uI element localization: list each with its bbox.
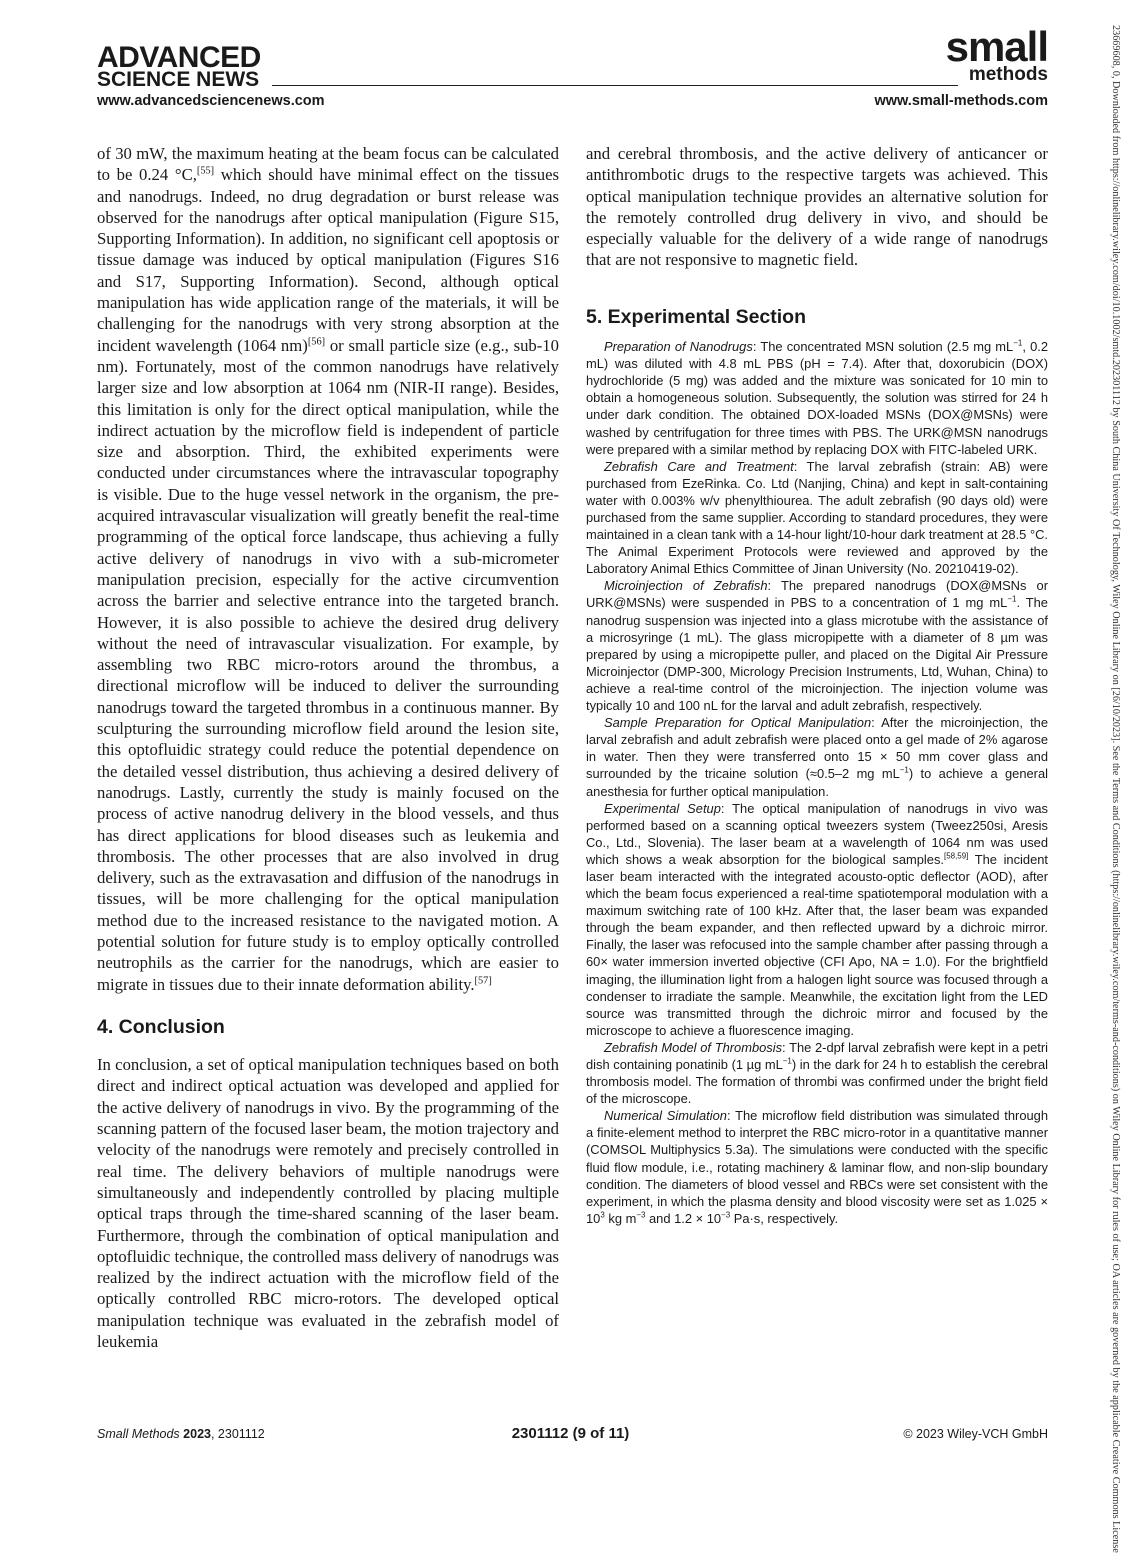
citation[interactable]: [56] <box>307 336 326 348</box>
paragraph-heading: Sample Preparation for Optical Manipulation <box>604 715 872 731</box>
citation[interactable]: [55] <box>196 165 215 177</box>
setup-paragraph: Experimental Setup: The optical manipulation of nanodrugs in vivo was performed based on a scanning optical tweezers system (Tweez250si, Aresis Co., Ltd., Slovenia). The laser beam at a wavelength of 1064 nm was used which shows a weak absorption for the biological samples.[58,59] The incident laser beam interacted with the integrated acousto-optic deflector (AOD), after which the beam focus experienced a real-time spatiotemporal modulation with a maximum switching rate of 100 kHz. After that, the laser beam was expanded through the beam expander, and then reflected upward by a dichroic mirror. Finally, the laser was refocused into the sample chamber after passing through a 60× water immersion inverted objective (CFI Apo, NA = 1.0). For the brightfield imaging, the illumination light from a halogen light source was focused through a condenser to irradiate the sample. Meanwhile, the excitation light from the LED source was transmitted through the dichroic mirror and focused by the microscope to achieve a fluorescence imaging. <box>586 800 1048 1038</box>
copyright: © 2023 Wiley-VCH GmbH <box>903 1427 1048 1441</box>
footer-year: 2023 <box>183 1427 211 1441</box>
zebrafish-care-paragraph: Zebrafish Care and Treatment: The larval zebrafish (strain: AB) were purchased from EzeRinka. Co. Ltd (Nanjing, China) and kept in salt-containing water with 0.003% w/v phenylthiourea. The adult zebrafish (90 days old) were purchased from the same supplier. According to standard procedures, they were maintained in a clean tank with a 14-hour light/10-hour dark treatment at 28.5 °C. The Animal Experiment Protocols were reviewed and approved by the Laboratory Animal Ethics Committee of Jinan University (No. 20210419-02). <box>586 458 1048 577</box>
left-column <box>97 143 559 1352</box>
download-notice: 23669608, 0, Downloaded from https://onlinelibrary.wiley.com/doi/10.1002/smtd.202301112 by South China University Of Technology, Wiley Online Library on [26/10/2023]. See the Terms and Conditions (https://onlinelibrary.wiley.com/terms-and-conditions) on Wiley Online Library for rules of use; OA articles are governed by the applicable Creative Commons License <box>1110 25 1121 1553</box>
conclusion-paragraph: In conclusion, a set of optical manipulation techniques based on both direct and indirect optical actuation was developed and applied for the active delivery of nanodrugs in vivo. By the programming of the scanning pattern of the focused laser beam, the motion trajectory and velocity of the nanodrugs were remotely and precisely controlled in real time. The delivery behaviors of multiple nanodrugs were simultaneously and independently controlled by placing multiple optical traps through the time-shared scanning of the laser beam. Furthermore, through the combination of optical manipulation and optofluidic technique, the controlled mass delivery of nanodrugs was realized by the indirect actuation with the microflow field of the optically controlled RBC micro-rotors. The developed optical manipulation technique was evaluated in the zebrafish model of leukemia <box>97 1055 559 1352</box>
publisher-logo-line1: ADVANCED <box>97 41 261 74</box>
journal-logo <box>945 23 1048 86</box>
conclusion-heading: 4. Conclusion <box>97 1015 225 1038</box>
right-column <box>586 143 1048 1227</box>
journal-url[interactable]: www.small-methods.com <box>874 93 1048 109</box>
discussion-paragraph: of 30 mW, the maximum heating at the beam focus can be calculated to be 0.24 °C,[55] which should have minimal effect on the tissues and nanodrugs. Indeed, no drug degradation or burst release was observed for the nanodrugs after optical manipulation (Figure S15, Supporting Information). In addition, no significant cell apoptosis or tissue damage was induced by optical manipulation (Figures S16 and S17, Supporting Information). Second, although optical manipulation has wide application range of the materials, it will be challenging for the nanodrugs with very strong absorption at the incident wavelength (1064 nm)[56] or small particle size (e.g., sub-10 nm). Fortunately, most of the common nanodrugs have relatively larger size and low absorption at 1064 nm (NIR-II range). Besides, this limitation is only for the direct optical manipulation, while the indirect actuation by the microflow field is independent of particle size and absorption. Third, the exhibited experiments were conducted under circumstances where the intravascular topography is visible. Due to the huge vessel network in the organism, the pre-acquired intravascular visualization will greatly benefit the real-time programming of the optical force landscape, thus achieving a fully active delivery of nanodrugs in vivo with a sub-micrometer manipulation precision, especially for the active circumvention across the barrier and selective entrance into the targeted branch. However, it is also possible to achieve the desired drug delivery without the need of intravascular visualization. For example, by assembling two RBC micro-rotors around the thrombus, a directional microflow will be induced to deliver the surrounding nanodrugs toward the targeted thrombus in a continuous manner. By sculpturing the surrounding microflow field around the lesion site, this optofluidic strategy could reduce the potential dependence on the detailed vessel distribution, thus achieving a desired delivery of nanodrugs. Lastly, currently the study is mainly focused on the process of active nanodrug delivery in the blood vessels, and thus has direct applications for blood diseases such as leukemia and thrombosis. The other processes that are also involved in drug delivery, such as the extravasation and diffusion of the nanodrugs in tissues, will be more challenging for the optical manipulation method due to the increased resistance to the navigated motion. A potential solution for future study is to employ optically controlled neutrophils as the carrier for the nanodrugs, which are easier to migrate in tissues due to their innate deformation ability.[57] <box>97 144 559 994</box>
sample-prep-paragraph: Sample Preparation for Optical Manipulation: After the microinjection, the larval zebrafish and adult zebrafish were placed onto a gel made of 2% agarose in water. Then they were transferred onto 15 × 50 mm cover glass and surrounded by the tricaine solution (≈0.5–2 mg $mL^{-1}$) to achieve a general anesthesia for further optical manipulation. <box>586 715 1048 799</box>
publisher-logo-line2: SCIENCE NEWS <box>97 68 260 91</box>
paragraph-heading: Preparation of Nanodrugs <box>604 339 753 355</box>
header-rule <box>272 85 958 86</box>
paragraph-heading: Experimental Setup <box>604 800 721 816</box>
journal-logo-line1: small <box>945 23 1048 70</box>
microinjection-paragraph: Microinjection of Zebrafish: The prepared nanodrugs (DOX@MSNs or URK@MSNs) were suspended in PBS to a concentration of 1 mg $mL^{-1}$. The nanodrug suspension was injected into a glass microtube with the assistance of a microsyringe (1 mL). The glass micropipette with a diameter of 8 µm was prepared by using a micropipette puller, and placed on the Digital Air Pressure Microinjector (DMP-300, Micrology Precision Instruments, Ltd, Wuhan, China) to achieve a real-time control of the microinjection. The injection volume was typically 10 and 100 nL for the larval and adult zebrafish, respectively. <box>586 578 1049 714</box>
publisher-logo <box>97 41 261 91</box>
citation[interactable]: [57] <box>474 975 492 987</box>
prep-paragraph: Preparation of Nanodrugs: The concentrated MSN solution (2.5 mg $mL^{-1}$, 0.2 mL) was diluted with 4.8 mL PBS (pH = 7.4). After that, doxorubicin (DOX) hydrochloride (5 mg) was added and the mixture was sonicated for 10 min to obtain a homogeneous solution. Subsequently, the solution was stirred for 24 h under dark condition. The obtained DOX-loaded MSNs (DOX@MSNs) were washed by centrifugation for three times with PBS. The URK@MSN nanodrugs were prepared with a similar method by replacing DOX with FITC-labeled URK. <box>586 338 1049 457</box>
conclusion-continued: and cerebral thrombosis, and the active delivery of anticancer or antithrombotic drugs to the respective targets was achieved. This optical manipulation technique provides an alternative solution for the remotely controlled drug delivery in vivo, and should be especially valuable for the delivery of a wide range of nanodrugs that are not responsive to magnetic field. <box>586 144 1048 270</box>
paragraph-heading: Microinjection of Zebrafish <box>604 578 768 594</box>
experimental-heading: 5. Experimental Section <box>586 305 806 328</box>
experimental-body <box>586 338 1048 1227</box>
footer-journal: Small Methods <box>97 1427 180 1441</box>
footer-article-id: , 2301112 <box>210 1427 265 1441</box>
page-number: 2301112 (9 of 11) <box>511 1425 630 1442</box>
paragraph-heading: Numerical Simulation <box>604 1108 727 1124</box>
publisher-url[interactable]: www.advancedsciencenews.com <box>97 93 325 109</box>
thrombosis-paragraph: Zebrafish Model of Thrombosis: The 2-dpf larval zebrafish were kept in a petri dish containing ponatinib (1 µg $mL^{-1}$) in the dark for 24 h to establish the cerebral thrombosis model. The formation of thrombi was confirmed under the bright field of the microscope. <box>586 1039 1048 1107</box>
paragraph-heading: Zebrafish Care and Treatment <box>604 458 794 474</box>
journal-logo-line2: methods <box>968 64 1048 85</box>
citation[interactable]: [58,59] <box>943 851 969 861</box>
paragraph-heading: Zebrafish Model of Thrombosis <box>604 1039 783 1055</box>
simulation-paragraph: Numerical Simulation: The microflow field distribution was simulated through a finite-element method to interpret the RBC micro-rotor in a quantitative manner (COMSOL Multiphysics 5.3a). The simulations were conducted with the specific fluid flow module, i.e., rotating machinery & laminar flow, and non-slip boundary condition. The diameters of blood vessel and RBCs were set consistent with the experiment, in which the plasma density and blood viscosity were set as $1.025 \times 10^3$ kg $m^{-3}$ and $1.2 \times 10^{-3}$ Pa·s, respectively. <box>586 1108 1048 1226</box>
